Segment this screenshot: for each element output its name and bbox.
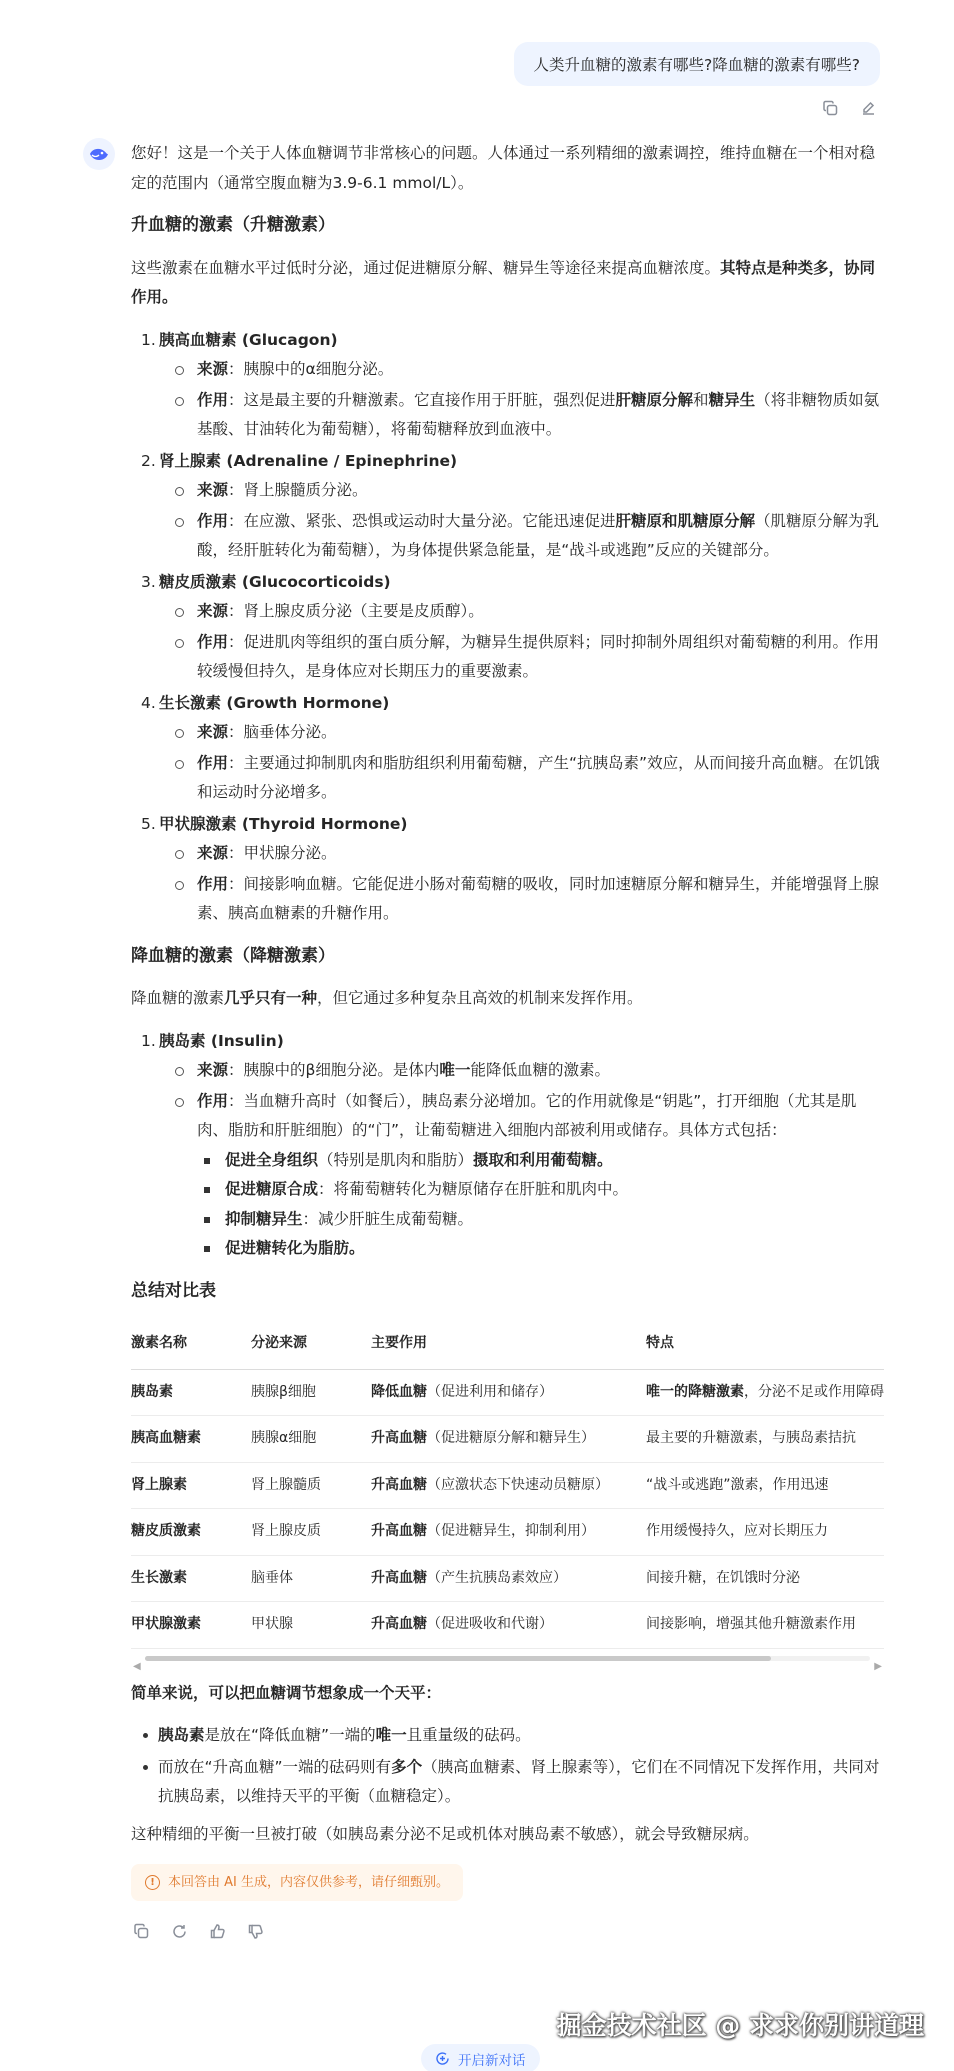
hormone-title: 4. 生长激素 (Growth Hormone)	[141, 693, 390, 712]
summary-table	[131, 1319, 884, 1649]
ai-disclaimer: ! 本回答由 AI 生成，内容仅供参考，请仔细甄别。	[131, 1864, 463, 1901]
assistant-avatar	[83, 138, 115, 170]
answer-intro: 您好！这是一个关于人体血糖调节非常核心的问题。人体通过一系列精细的激素调控，维持血糖在一个相对稳定的范围内（通常空腹血糖为3.9-6.1 mmol/L）。	[131, 144, 876, 192]
lower-hormone-list	[141, 1027, 884, 1264]
scrollbar-thumb[interactable]	[145, 1656, 771, 1661]
table-row: 胰高血糖素 胰腺α细胞 升高血糖（促进糖原分解和糖异生） 最主要的升糖激素，与胰岛素拮抗	[131, 1416, 884, 1463]
column-header: 分泌来源	[251, 1319, 371, 1369]
summary-heading: 总结对比表	[131, 1280, 216, 1301]
thumbs-down-icon[interactable]	[245, 1921, 265, 1941]
lower-description: 降血糖的激素几乎只有一种，但它通过多种复杂且高效的机制来发挥作用。	[131, 989, 643, 1007]
closing-paragraph: 这种精细的平衡一旦被打破（如胰岛素分泌不足或机体对胰岛素不敏感），就会导致糖尿病。	[131, 1824, 759, 1843]
watermark: 掘金技术社区 @ 求求你别讲道理	[556, 2011, 924, 2040]
list-item	[141, 689, 884, 808]
hormone-source: 来源：甲状腺分泌。	[172, 839, 884, 869]
column-header: 特点	[646, 1319, 884, 1369]
copy-icon[interactable]	[131, 1921, 151, 1941]
scroll-right-icon[interactable]: ▶	[874, 1660, 882, 1672]
list-item	[141, 326, 884, 445]
column-header: 主要作用	[371, 1319, 646, 1369]
table-row: 胰岛素 胰腺β细胞 降低血糖（促进利用和储存） 唯一的降糖激素，分泌不足或作用障碍	[131, 1369, 884, 1416]
answer-actions	[131, 1921, 884, 1941]
assistant-answer	[131, 139, 884, 1941]
raise-description: 这些激素在血糖水平过低时分泌，通过促进糖原分解、糖异生等途径来提高血糖浓度。其特点是种类多，协同作用。	[131, 258, 876, 306]
list-item: 抑制糖异生：减少肝脏生成葡萄糖。	[200, 1205, 884, 1235]
user-message-actions	[820, 98, 878, 118]
list-item	[141, 810, 884, 929]
list-item: 而放在“升高血糖”一端的砝码则有多个（胰高血糖素、肾上腺素等），它们在不同情况下发挥作用，共同对抗胰岛素，以维持天平的平衡（血糖稳定）。	[141, 1753, 884, 1812]
summary-table-container	[131, 1319, 884, 1649]
balance-list	[141, 1721, 884, 1812]
hormone-source: 来源：胰腺中的β细胞分泌。是体内唯一能降低血糖的激素。	[172, 1056, 884, 1086]
new-chat-icon	[435, 2051, 450, 2066]
hormone-title: 1. 胰岛素 (Insulin)	[141, 1031, 284, 1050]
list-item	[141, 568, 884, 687]
info-icon: !	[145, 1875, 160, 1890]
new-chat-button[interactable]: 开启新对话	[421, 2044, 540, 2071]
hormone-source: 来源：肾上腺髓质分泌。	[172, 476, 884, 506]
table-row: 糖皮质激素 肾上腺皮质 升高血糖（促进糖异生，抑制利用） 作用缓慢持久，应对长期压力	[131, 1509, 884, 1556]
insulin-mechanisms	[200, 1146, 884, 1264]
hormone-title: 5. 甲状腺激素 (Thyroid Hormone)	[141, 814, 408, 833]
whale-logo-icon	[87, 142, 111, 166]
raise-heading: 升血糖的激素（升糖激素）	[131, 215, 335, 235]
list-item	[141, 447, 884, 566]
edit-icon[interactable]	[858, 98, 878, 118]
list-item: 胰岛素是放在“降低血糖”一端的唯一且重量级的砝码。	[141, 1721, 884, 1751]
list-item: 促进全身组织（特别是肌肉和脂肪）摄取和利用葡萄糖。	[200, 1146, 884, 1176]
hormone-effect: 作用：促进肌肉等组织的蛋白质分解，为糖异生提供原料；同时抑制外周组织对葡萄糖的利用。作用较缓慢但持久，是身体应对长期压力的重要激素。	[172, 628, 884, 687]
hormone-effect: 作用：当血糖升高时（如餐后），胰岛素分泌增加。它的作用就像是“钥匙”，打开细胞（尤其是肌肉、脂肪和肝脏细胞）的“门”，让葡萄糖进入细胞内部被利用或储存。具体方式包括： 促进全身组织（特别是肌肉和脂肪）摄取和利用葡萄糖。 促进糖原合成：将葡萄糖转化为糖原储存在肝脏和肌肉中。 抑制糖异生：减少肝脏生成葡萄糖。 促进糖转化为脂肪。	[172, 1087, 884, 1264]
hormone-effect: 作用：间接影响血糖。它能促进小肠对葡萄糖的吸收，同时加速糖原分解和糖异生，并能增强肾上腺素、胰高血糖素的升糖作用。	[172, 870, 884, 929]
hormone-title: 2. 肾上腺素 (Adrenaline / Epinephrine)	[141, 451, 458, 470]
list-item: 促进糖原合成：将葡萄糖转化为糖原储存在肝脏和肌肉中。	[200, 1175, 884, 1205]
lower-heading: 降血糖的激素（降糖激素）	[131, 945, 335, 966]
hormone-title: 1. 胰高血糖素 (Glucagon)	[141, 330, 338, 349]
hormone-effect: 作用：在应激、紧张、恐惧或运动时大量分泌。它能迅速促进肝糖原和肌糖原分解（肌糖原分解为乳酸，经肝脏转化为葡萄糖），为身体提供紧急能量，是“战斗或逃跑”反应的关键部分。	[172, 507, 884, 566]
table-row: 生长激素 脑垂体 升高血糖（产生抗胰岛素效应） 间接升糖，在饥饿时分泌	[131, 1555, 884, 1602]
hormone-source: 来源：脑垂体分泌。	[172, 718, 884, 748]
table-row: 肾上腺素 肾上腺髓质 升高血糖（应激状态下快速动员糖原） “战斗或逃跑”激素，作用迅速	[131, 1462, 884, 1509]
hormone-effect: 作用：这是最主要的升糖激素。它直接作用于肝脏，强烈促进肝糖原分解和糖异生（将非糖物质如氨基酸、甘油转化为葡萄糖），将葡萄糖释放到血液中。	[172, 386, 884, 445]
copy-icon[interactable]	[820, 98, 840, 118]
column-header: 激素名称	[131, 1319, 251, 1369]
hormone-effect: 作用：主要通过抑制肌肉和脂肪组织利用葡萄糖，产生“抗胰岛素”效应，从而间接升高血糖。在饥饿和运动时分泌增多。	[172, 749, 884, 808]
list-item: 促进糖转化为脂肪。	[200, 1234, 884, 1264]
list-item	[141, 1027, 884, 1264]
scroll-left-icon[interactable]: ◀	[133, 1660, 141, 1672]
raise-hormone-list	[141, 326, 884, 929]
hormone-title: 3. 糖皮质激素 (Glucocorticoids)	[141, 572, 391, 591]
user-message-bubble: 人类升血糖的激素有哪些?降血糖的激素有哪些?	[514, 42, 880, 86]
regenerate-icon[interactable]	[169, 1921, 189, 1941]
thumbs-up-icon[interactable]	[207, 1921, 227, 1941]
table-header-row	[131, 1319, 884, 1369]
hormone-source: 来源：胰腺中的α细胞分泌。	[172, 355, 884, 385]
balance-heading: 简单来说，可以把血糖调节想象成一个天平：	[131, 1683, 442, 1702]
hormone-source: 来源：肾上腺皮质分泌（主要是皮质醇）。	[172, 597, 884, 627]
table-row: 甲状腺激素 甲状腺 升高血糖（促进吸收和代谢） 间接影响，增强其他升糖激素作用	[131, 1602, 884, 1649]
table-horizontal-scrollbar[interactable]	[131, 1651, 884, 1672]
